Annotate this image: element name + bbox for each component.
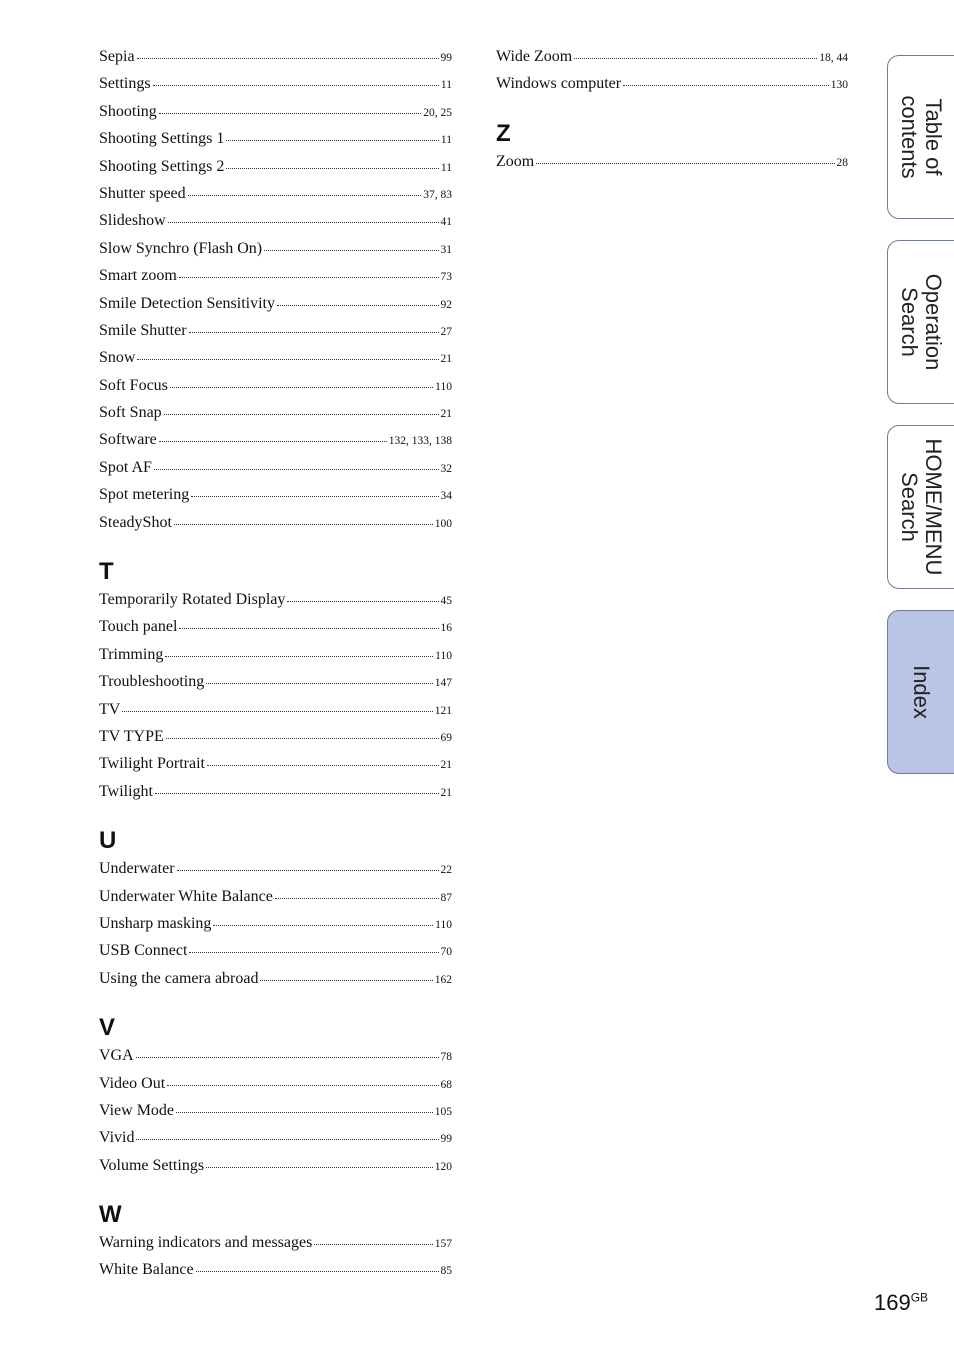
page-reference[interactable]: 78 <box>440 1051 452 1064</box>
index-term: Temporarily Rotated Display <box>99 591 286 609</box>
index-term: Twilight Portrait <box>99 755 205 773</box>
index-term: Software <box>99 431 157 449</box>
dot-leader <box>177 869 439 871</box>
section-letter-heading: T <box>99 558 114 586</box>
page-reference[interactable]: 121 <box>434 704 452 717</box>
page-reference[interactable]: 85 <box>440 1265 452 1278</box>
dot-leader <box>164 413 439 415</box>
page-reference[interactable]: 27 <box>440 325 452 338</box>
dot-leader <box>226 139 439 141</box>
index-entry[interactable] <box>99 486 452 513</box>
page-reference[interactable]: 68 <box>440 1078 452 1091</box>
page-reference[interactable]: 28 <box>836 156 848 169</box>
page-number: $169^{GB}$ <box>874 1290 929 1315</box>
index-term: Shooting <box>99 102 157 120</box>
index-term: Spot metering <box>99 486 190 504</box>
index-term: SteadyShot <box>99 513 172 531</box>
index-term: Slideshow <box>99 212 166 230</box>
section-letter-heading: V <box>99 1014 116 1042</box>
index-term: USB Connect <box>99 942 188 960</box>
index-entry[interactable] <box>99 1075 452 1102</box>
tab-table-of-contents[interactable] <box>887 55 954 219</box>
dot-leader <box>122 710 432 712</box>
index-entry[interactable] <box>99 1234 452 1261</box>
index-term: Unsharp masking <box>99 914 212 932</box>
index-term: Underwater White Balance <box>99 887 273 905</box>
page-reference[interactable]: 69 <box>440 731 452 744</box>
index-entry[interactable] <box>99 404 452 431</box>
dot-leader <box>155 792 439 794</box>
index-term: Video Out <box>99 1074 166 1092</box>
index-entry[interactable] <box>99 860 452 887</box>
page-reference[interactable]: 31 <box>440 243 452 256</box>
index-entry[interactable] <box>99 267 452 294</box>
page-reference[interactable]: 21 <box>440 759 452 772</box>
index-entry[interactable] <box>99 514 452 541</box>
index-entry[interactable] <box>99 1129 452 1156</box>
index-section <box>99 828 452 997</box>
dot-leader <box>137 57 439 59</box>
page-reference[interactable]: 110 <box>435 918 452 931</box>
index-section <box>99 559 452 810</box>
page-reference[interactable]: 32 <box>440 462 452 475</box>
dot-leader <box>166 737 439 739</box>
index-entry[interactable] <box>99 1047 452 1074</box>
index-term: Smart zoom <box>99 267 177 285</box>
index-term: TV TYPE <box>99 727 164 745</box>
page-reference[interactable]: 18, 44 <box>819 52 848 64</box>
index-entry[interactable] <box>99 618 452 645</box>
dot-leader <box>206 1166 433 1168</box>
index-entry[interactable] <box>99 130 452 157</box>
index-entry[interactable] <box>99 48 452 75</box>
page-reference[interactable]: 21 <box>440 786 452 799</box>
dot-leader <box>136 1138 438 1140</box>
index-entry[interactable] <box>496 48 848 75</box>
tab-label: HOME/MENU Search <box>897 438 946 576</box>
index-section <box>99 1202 452 1289</box>
index-entry[interactable] <box>99 431 452 458</box>
dot-leader <box>314 1243 432 1245</box>
index-term: Shutter speed <box>99 184 186 202</box>
index-term: VGA <box>99 1047 134 1065</box>
index-entry[interactable] <box>99 888 452 915</box>
index-section-continued <box>496 48 848 103</box>
index-entry[interactable] <box>99 459 452 486</box>
index-term: Slow Synchro (Flash On) <box>99 239 263 257</box>
page-reference[interactable]: 87 <box>440 891 452 904</box>
index-term: Warning indicators and messages <box>99 1234 313 1252</box>
index-entry[interactable] <box>99 103 452 130</box>
index-entry[interactable] <box>99 377 452 404</box>
page-reference[interactable]: 73 <box>440 271 452 284</box>
tab-index[interactable] <box>887 610 954 774</box>
page-reference[interactable]: 147 <box>434 677 452 690</box>
page-reference[interactable]: 110 <box>435 380 452 393</box>
dot-leader <box>196 1270 439 1272</box>
index-entry[interactable] <box>99 728 452 755</box>
index-term: Soft Focus <box>99 376 168 394</box>
dot-leader <box>170 386 433 388</box>
page-reference[interactable]: 120 <box>434 1160 452 1173</box>
page-reference[interactable]: 45 <box>440 595 452 608</box>
tab-home-menu-search[interactable] <box>887 425 954 589</box>
index-entry[interactable] <box>496 153 848 180</box>
index-entry[interactable] <box>496 75 848 102</box>
dot-leader <box>159 112 421 114</box>
dot-leader <box>137 358 438 360</box>
page-reference[interactable]: 41 <box>440 216 452 229</box>
dot-leader <box>277 304 439 306</box>
index-term: Trimming <box>99 645 164 663</box>
page-reference[interactable]: 100 <box>434 517 452 530</box>
index-term: Touch panel <box>99 618 178 636</box>
tab-label: Table of contents <box>897 95 946 179</box>
page-reference[interactable]: 130 <box>830 79 848 92</box>
dot-leader <box>168 221 439 223</box>
index-entry[interactable] <box>99 185 452 212</box>
page-reference[interactable]: 92 <box>440 298 452 311</box>
index-entry[interactable] <box>99 783 452 810</box>
tab-label: Index <box>909 665 934 719</box>
dot-leader <box>213 924 433 926</box>
dot-leader <box>226 167 439 169</box>
page-reference[interactable]: 22 <box>440 864 452 877</box>
page-reference[interactable]: 34 <box>440 490 452 503</box>
index-term: Soft Snap <box>99 404 162 422</box>
index-term: Troubleshooting <box>99 673 205 691</box>
index-term: Twilight <box>99 782 153 800</box>
dot-leader <box>188 194 422 196</box>
index-term: Settings <box>99 75 151 93</box>
page-reference[interactable]: 11 <box>440 134 452 147</box>
index-entry[interactable] <box>99 75 452 102</box>
dot-leader <box>136 1056 439 1058</box>
page-reference[interactable]: 21 <box>440 408 452 421</box>
index-entry[interactable] <box>99 212 452 239</box>
index-term: Zoom <box>496 152 535 170</box>
page-reference[interactable]: 37, 83 <box>423 188 452 201</box>
page-reference[interactable]: 11 <box>440 161 452 174</box>
dot-leader <box>623 84 829 86</box>
page-reference[interactable]: 105 <box>434 1105 452 1118</box>
index-entry[interactable] <box>99 1102 452 1129</box>
page-reference[interactable]: 70 <box>440 946 452 959</box>
index-term: Windows computer <box>496 75 622 93</box>
index-term: Vivid <box>99 1129 135 1147</box>
dot-leader <box>264 249 438 251</box>
index-entry[interactable] <box>99 915 452 942</box>
dot-leader <box>189 951 438 953</box>
index-entry[interactable] <box>99 1157 452 1184</box>
tab-label: Operation Search <box>897 273 946 371</box>
section-letter-heading: U <box>99 827 117 855</box>
dot-leader <box>154 468 439 470</box>
index-entry[interactable] <box>99 349 452 376</box>
index-entry[interactable] <box>99 1261 452 1288</box>
dot-leader <box>275 897 439 899</box>
dot-leader <box>287 600 438 602</box>
index-term: Smile Detection Sensitivity <box>99 294 275 312</box>
dot-leader <box>159 440 387 442</box>
index-term: White Balance <box>99 1261 194 1279</box>
dot-leader <box>167 1084 438 1086</box>
index-term: Wide Zoom <box>496 48 573 65</box>
page-reference[interactable]: 99 <box>440 52 452 64</box>
page-reference[interactable]: 162 <box>434 973 452 986</box>
dot-leader <box>206 682 433 684</box>
section-letter-heading: W <box>99 1201 122 1229</box>
dot-leader <box>165 655 433 657</box>
dot-leader <box>153 84 439 86</box>
dot-leader <box>189 331 439 333</box>
index-term: Underwater <box>99 860 175 878</box>
index-term: Using the camera abroad <box>99 969 259 987</box>
tab-operation-search[interactable] <box>887 240 954 404</box>
index-entry[interactable] <box>99 673 452 700</box>
index-entry[interactable] <box>99 646 452 673</box>
index-term: Sepia <box>99 48 135 65</box>
page-reference[interactable]: 11 <box>440 79 452 92</box>
index-term: Volume Settings <box>99 1156 205 1174</box>
index-term: Shooting Settings 2 <box>99 157 225 175</box>
index-entry[interactable] <box>99 701 452 728</box>
dot-leader <box>574 57 817 59</box>
page-reference[interactable]: 16 <box>440 622 452 635</box>
dot-leader <box>179 276 439 278</box>
dot-leader <box>179 627 438 629</box>
index-term: Smile Shutter <box>99 321 187 339</box>
index-section <box>99 1015 452 1184</box>
index-term: View Mode <box>99 1101 175 1119</box>
index-column-right <box>496 48 848 180</box>
index-entry[interactable] <box>99 970 452 997</box>
dot-leader <box>207 764 439 766</box>
index-entry[interactable] <box>99 295 452 322</box>
index-section-continued <box>99 48 452 541</box>
index-entry[interactable] <box>99 322 452 349</box>
dot-leader <box>191 495 438 497</box>
index-entry[interactable] <box>99 591 452 618</box>
index-entry[interactable] <box>99 755 452 782</box>
dot-leader <box>176 1111 433 1113</box>
index-column-left <box>99 48 452 1289</box>
page-reference[interactable]: 21 <box>440 353 452 366</box>
index-entry[interactable] <box>99 942 452 969</box>
index-term: Spot AF <box>99 458 152 476</box>
page-reference[interactable]: 110 <box>435 649 452 662</box>
dot-leader <box>536 162 834 164</box>
page-reference[interactable]: 20, 25 <box>423 106 452 119</box>
dot-leader <box>260 979 432 981</box>
dot-leader <box>174 523 433 525</box>
index-section <box>496 121 848 180</box>
index-entry[interactable] <box>99 158 452 185</box>
page-reference[interactable]: 157 <box>434 1238 452 1251</box>
index-term: Shooting Settings 1 <box>99 130 225 148</box>
page-reference[interactable]: 132, 133, 138 <box>388 435 452 448</box>
page-reference[interactable]: 99 <box>440 1133 452 1146</box>
index-term: TV <box>99 700 121 718</box>
section-letter-heading: Z <box>496 119 511 147</box>
index-term: Snow <box>99 349 136 367</box>
index-entry[interactable] <box>99 240 452 267</box>
